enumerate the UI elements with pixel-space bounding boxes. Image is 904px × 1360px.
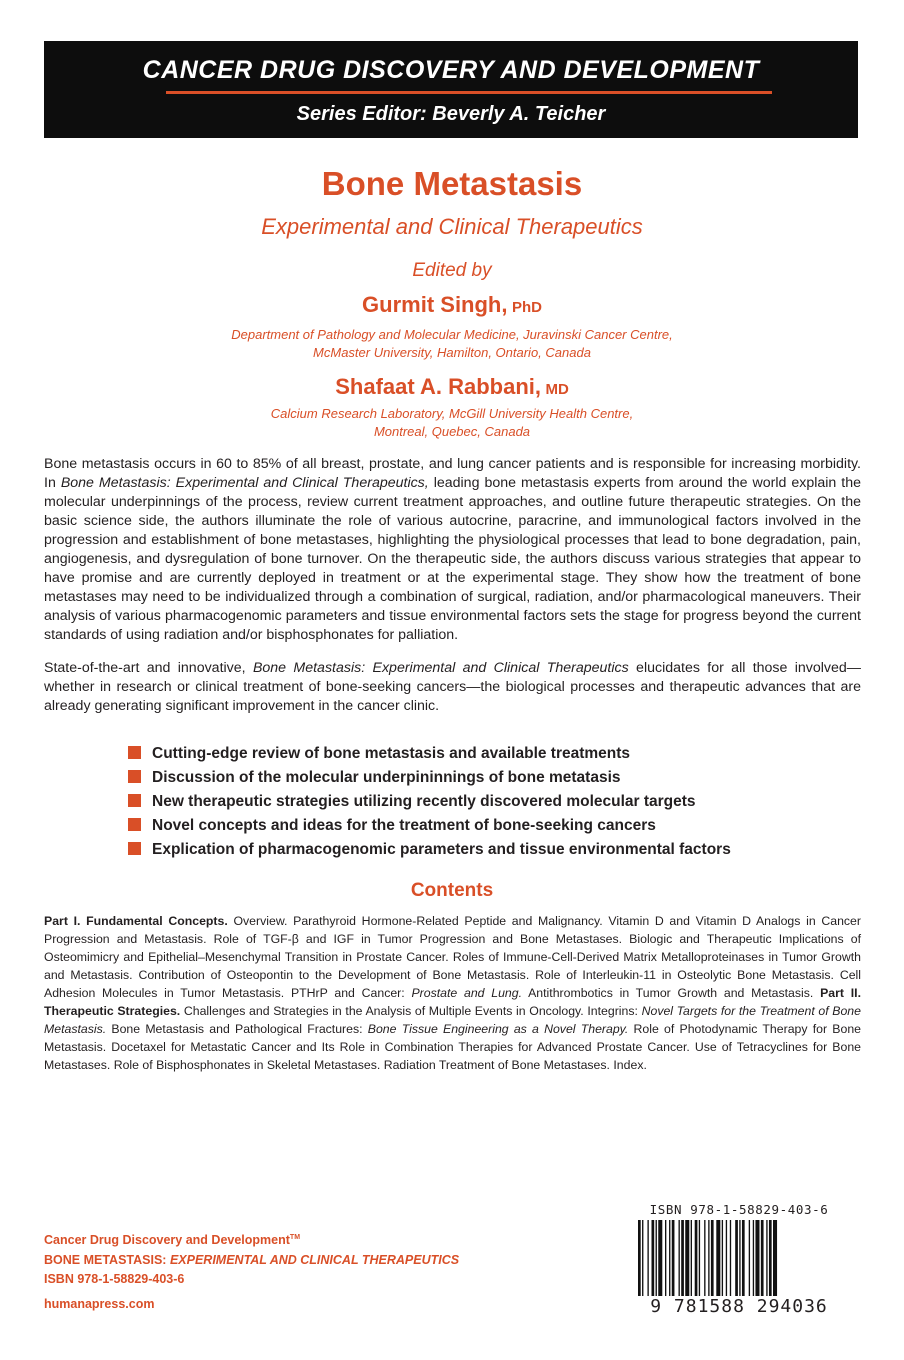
editor-2-affiliation-line2: Montreal, Quebec, Canada [373,424,531,439]
contents-list [44,912,861,1074]
barcode-bar [669,1220,670,1299]
editor-2-affiliation [0,405,904,441]
feature-text: Novel concepts and ideas for the treatment of bone-seeking cancers [152,817,656,834]
editor-1-degree: PhD [511,299,542,316]
barcode-bar [753,1220,754,1299]
book-title: Bone Metastasis [321,165,583,202]
editor-1 [0,292,904,318]
barcode-bar [742,1220,745,1299]
contents-text: Challenges and Strategies in the Analysis of Multiple Events in Oncology. Integrins: [180,1004,642,1018]
barcode-bar [665,1220,666,1299]
series-title: CANCER DRUG DISCOVERY AND DEVELOPMENT [142,56,760,84]
contents-text: Bone Metastasis and Pathological Fractures: [106,1022,368,1036]
editor-2 [0,374,904,400]
trademark-mark: TM [289,1234,301,1241]
barcode-bar [652,1220,655,1299]
description-text: leading bone metastasis experts from around the world explain the molecular underpinnings of the process, review current treatment approaches, and outline future therapeutic strategies. On the basic science side, the authors illuminate the role of various autocrine, paracrine, and immunological factors involved in the progression and establishment of bone metastases, highlighting the physiological processes that lead to bone degradation, pain, angiogenesis, and dysregulation of bone turnover. On the therapeutic side, the authors discuss various strategies that appear to have promise and are currently deployed in treatment or at the experimental stage. They show how the treatment of bone metastases may need to be individualized through a combination of surgical, radiation, and/or pharmacological maneuvers. Their analysis of various pharmacogenomic parameters and tissue environmental factors sets the stage for progress beyond the current standards of using radiation and/or bisphosphonates for palliation. [44,475,861,643]
square-bullet-icon [128,746,141,759]
square-bullet-icon [128,818,141,831]
barcode-bar [647,1220,648,1299]
barcode-digits: 9 781588 294036 [617,1296,861,1317]
square-bullet-icon [128,842,141,855]
barcode-bar [681,1220,684,1299]
publisher-website-link[interactable]: humanapress.com [44,1297,155,1311]
barcode-bar [679,1220,680,1299]
footer-title-part: BONE METASTASIS: [44,1253,170,1267]
description-book-title: Bone Metastasis: Experimental and Clinical Therapeutics, [60,475,429,491]
edited-by-label: Edited by [412,260,492,281]
part-2-label: Part II. Therapeutic Strategies. [44,986,861,1018]
editor-1-affiliation-line1: Department of Pathology and Molecular Medicine, Juravinski Cancer Centre, [231,327,673,342]
barcode-bar [704,1220,705,1299]
barcode-bar [699,1220,700,1299]
barcode-bar [726,1220,727,1299]
square-bullet-icon [128,770,141,783]
part-1-label: Part I. Fundamental Concepts. [44,914,228,928]
footer-book-title [44,1253,459,1267]
barcode-bar [730,1220,731,1299]
barcode-icon [638,1220,860,1299]
barcode-bar [711,1220,714,1299]
contents-text: Antithrombotics in Tumor Growth and Metastasis. [522,986,821,1000]
footer-series [44,1233,300,1247]
description-text: State-of-the-art and innovative, [44,660,253,676]
barcode-bar [642,1220,643,1299]
description-paragraph-2 [44,659,861,716]
barcode-bar [656,1220,657,1299]
contents-italic: Prostate and Lung. [411,986,523,1000]
feature-text: Discussion of the molecular underpininnings of bone metatasis [152,769,621,786]
header-divider [166,91,772,94]
barcode-bar [735,1220,738,1299]
barcode-bar [769,1220,772,1299]
barcode-bar [658,1220,662,1299]
editor-1-affiliation [0,326,904,362]
barcode-bar [716,1220,720,1299]
footer-title-part: EXPERIMENTAL AND CLINICAL THERAPEUTICS [169,1253,460,1267]
description-text: elucidates for all those involved—whether in research or clinical treatment of bone-seeking cancers—the biological processes and therapeutic advances that are already generating significant improvement in the cancer clinic. [44,660,861,714]
contents-text: Role of Photodynamic Therapy for Bone Metastasis. Docetaxel for Metastatic Cancer and Its Role in Combination Therapies for Advanced Prostate Cancer. Use of Tetracyclines for Bone Metastases. Role of Bisphosphonates in Skeletal Metastases. Radiation Treatment of Bone Metastases. Index. [44,1022,861,1072]
barcode-bar [695,1220,698,1299]
barcode-bar [638,1220,641,1299]
barcode-bar [685,1220,689,1299]
feature-item [128,744,731,768]
feature-text: Cutting-edge review of bone metastasis and available treatments [152,745,631,762]
barcode-bar [766,1220,767,1299]
barcode-bar [672,1220,675,1299]
editor-1-affiliation-line2: McMaster University, Hamilton, Ontario, Canada [313,345,591,360]
barcode-bar [749,1220,750,1299]
barcode-bar [773,1220,777,1299]
contents-heading: Contents [410,880,494,901]
description-text: Bone metastasis occurs in 60 to 85% of all breast, prostate, and lung cancer patients and is responsible for increasing morbidity. In [44,456,861,491]
contents-text: Overview. Parathyroid Hormone-Related Peptide and Malignancy. Vitamin D and Vitamin D Analogs in Cancer Progression and Metastasis. Role of TGF-β and IGF in Tumor Progression and Bone Metastases. Biologic and Therapeutic Implications of Osteomimicry and Epithelial–Mesenchymal Transition in Prostate Cancer. Roles of Immune-Cell-Derived Matrix Metalloproteinases in Tumor Growth and Metastasis. Contribution of Osteopontin to the Development of Bone Metastasis. Role of Interleukin-11 in Osteolytic Bone Metastasis. Cell Adhesion Molecules in Tumor Metastasis. PTHrP and Cancer: [44,914,861,1000]
contents-italic: Novel Targets for the Treatment of Bone Metastasis. [44,1004,861,1036]
footer-isbn: ISBN 978-1-58829-403-6 [44,1272,185,1286]
book-subtitle: Experimental and Clinical Therapeutics [261,214,643,239]
barcode-bar [755,1220,759,1299]
editor-2-affiliation-line1: Calcium Research Laboratory, McGill University Health Centre, [270,406,634,421]
feature-item [128,816,731,840]
feature-text: New therapeutic strategies utilizing recently discovered molecular targets [152,793,696,810]
barcode-bar [739,1220,740,1299]
feature-list [128,744,731,864]
editor-2-degree: MD [545,381,569,398]
feature-item [128,840,731,864]
feature-text: Explication of pharmacogenomic parameters and tissue environmental factors [152,841,731,858]
description-book-title: Bone Metastasis: Experimental and Clinical Therapeutics [252,660,629,676]
barcode-bar [691,1220,692,1299]
barcode-bar [722,1220,723,1299]
feature-item [128,792,731,816]
contents-italic: Bone Tissue Engineering as a Novel Therapy. [367,1022,629,1036]
feature-item [128,768,731,792]
editor-2-name: Shafaat A. Rabbani, [335,374,541,399]
barcode-bar [708,1220,709,1299]
editor-1-name: Gurmit Singh, [362,292,508,317]
series-header [44,41,858,138]
footer-series-name: Cancer Drug Discovery and Development [44,1233,290,1247]
series-editor: Series Editor: Beverly A. Teicher [296,103,606,125]
description-paragraph-1 [44,455,861,645]
barcode-bar [761,1220,764,1299]
barcode-isbn-label: ISBN 978-1-58829-403-6 [649,1202,829,1217]
square-bullet-icon [128,794,141,807]
